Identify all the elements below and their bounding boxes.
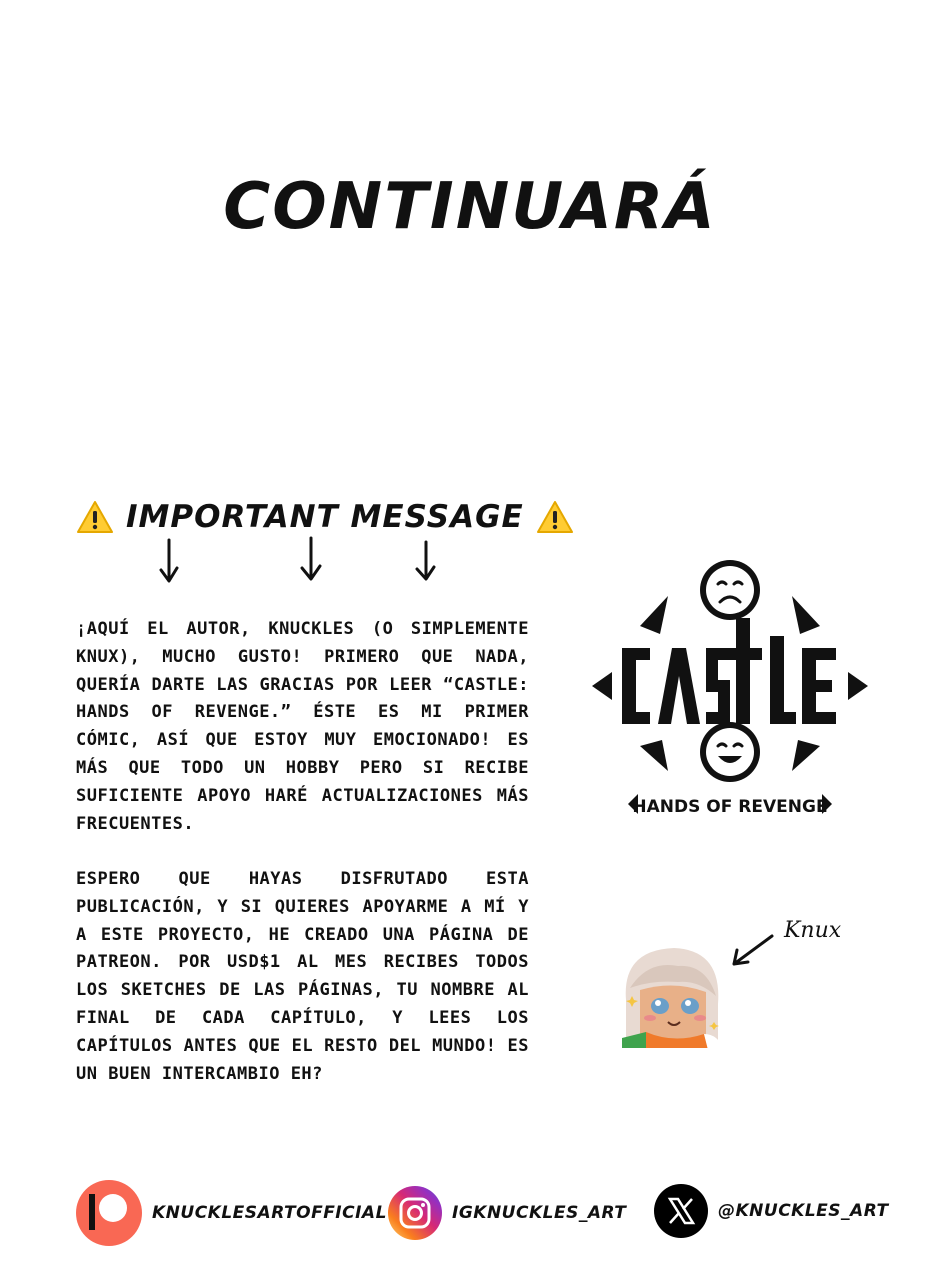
castle-logo xyxy=(580,556,880,826)
page-title: CONTINUARÁ xyxy=(223,170,717,244)
down-arrows-icon xyxy=(150,536,450,586)
warning-icon xyxy=(536,500,574,534)
important-message-heading xyxy=(76,492,574,542)
patreon-link[interactable] xyxy=(76,1178,387,1248)
patreon-message-paragraph: ESPERO QUE HAYAS DISFRUTADO ESTA PUBLICACIÓN, Y SI QUIERES APOYARME A MÍ Y A ESTE PROYECTO, HE CREADO UNA PÁGINA DE PATREON. POR USD$1 AL MES RECIBES TODOS LOS SKETCHES DE LAS PÁGINAS, TU NOMBRE AL FINAL DE CADA CAPÍTULO, Y LEES LOS CAPÍTULOS ANTES QUE EL RESTO DEL MUNDO! ES UN BUEN INTERCAMBIO EH? xyxy=(76,869,529,1084)
patreon-handle: KNUCKLESARTOFFICIAL xyxy=(152,1203,387,1223)
instagram-icon xyxy=(388,1186,442,1240)
warning-icon xyxy=(76,500,114,534)
signature-name: Knux xyxy=(784,918,842,943)
x-icon xyxy=(654,1184,708,1238)
instagram-handle: IGKNUCKLES_ART xyxy=(452,1203,627,1223)
logo-subtitle: HANDS OF REVENGE xyxy=(632,797,828,817)
author-avatar xyxy=(618,940,730,1052)
x-link[interactable] xyxy=(654,1176,889,1246)
x-handle: @KNUCKLES_ART xyxy=(718,1201,889,1221)
patreon-icon xyxy=(76,1180,142,1246)
important-message-text: IMPORTANT MESSAGE xyxy=(126,499,524,535)
signature-arrow-icon xyxy=(728,930,778,970)
instagram-link[interactable] xyxy=(388,1178,626,1248)
author-message-paragraph: ¡AQUÍ EL AUTOR, KNUCKLES (O SIMPLEMENTE KNUX), MUCHO GUSTO! PRIMERO QUE NADA, QUERÍA DARTE LAS GRACIAS POR LEER “CASTLE: HANDS OF REVENGE.” ÉSTE ES MI PRIMER CÓMIC, ASÍ QUE ESTOY MUY EMOCIONADO! ES MÁS QUE TODO UN HOBBY PERO SI RECIBE SUFICIENTE APOYO HARÉ ACTUALIZACIONES MÁS FRECUENTES. xyxy=(76,619,529,834)
